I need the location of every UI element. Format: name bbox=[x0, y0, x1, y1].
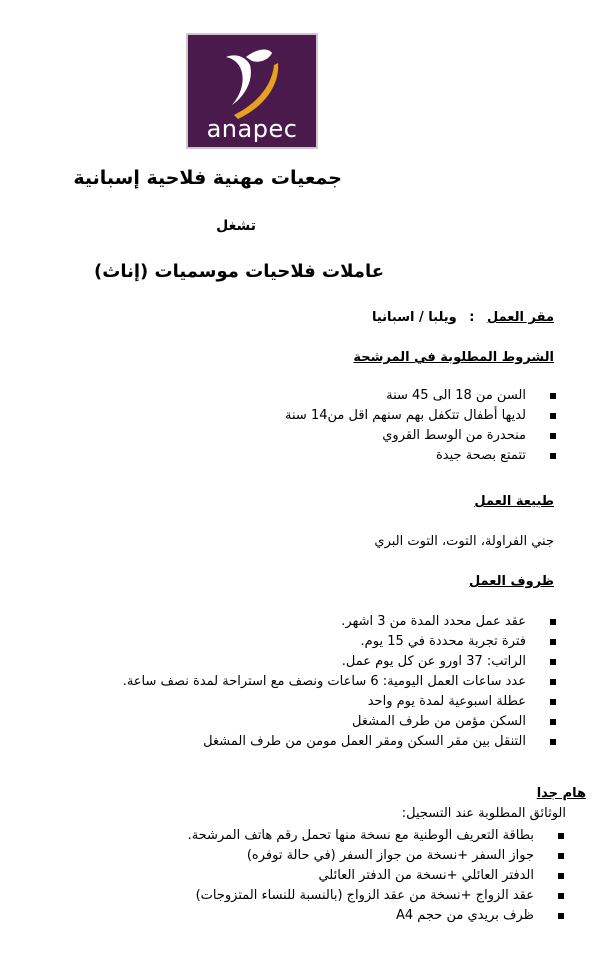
list-item: السن من 18 الى 45 سنة bbox=[285, 386, 526, 406]
bullet-icon bbox=[550, 393, 556, 399]
list-item: منحدرة من الوسط القروي bbox=[285, 426, 526, 446]
anapec-logo bbox=[186, 33, 318, 149]
workplace-value: ويلبا / اسبانيا bbox=[371, 310, 457, 325]
page-title: جمعيات مهنية فلاحية إسبانية bbox=[73, 167, 342, 189]
list-item: التنقل بين مقر السكن ومقر العمل مومن من طرف المشغل bbox=[123, 732, 526, 752]
work-conditions-heading: ظروف العمل bbox=[468, 574, 554, 589]
conditions-heading: الشروط المطلوبة في المرشحة bbox=[353, 350, 554, 365]
bullet-icon bbox=[550, 413, 556, 419]
bullet-icon bbox=[550, 433, 556, 439]
list-item: الدفتر العائلي +نسخة من الدفتر العائلي bbox=[188, 866, 534, 886]
bullet-icon bbox=[550, 739, 556, 745]
nature-text: جني الفراولة، التوت، التوت البري bbox=[374, 534, 554, 549]
bullet-icon bbox=[550, 719, 556, 725]
list-item: بطاقة التعريف الوطنية مع نسخة منها تحمل رقم هاتف المرشحة. bbox=[188, 826, 534, 846]
bullet-icon bbox=[550, 453, 556, 459]
important-heading: هام جدا bbox=[536, 786, 586, 801]
bullet-icon bbox=[558, 833, 564, 839]
bullet-icon bbox=[550, 679, 556, 685]
list-item: عطلة اسبوعية لمدة يوم واحد bbox=[123, 692, 526, 712]
documents-list bbox=[188, 826, 534, 926]
nature-heading: طبيعة العمل bbox=[474, 494, 554, 509]
list-item: جواز السفر +نسخة من جواز السفر (في حالة توفره) bbox=[188, 846, 534, 866]
important-intro: الوثائق المطلوبة عند التسجيل: bbox=[401, 806, 566, 821]
bullet-icon bbox=[550, 619, 556, 625]
bullet-icon bbox=[558, 853, 564, 859]
list-item: ظرف بريدي من حجم A4 bbox=[188, 906, 534, 926]
bullet-icon bbox=[550, 639, 556, 645]
position-title: عاملات فلاحيات موسميات (إناث) bbox=[94, 261, 384, 282]
bullet-icon bbox=[558, 873, 564, 879]
logo-text: anapec bbox=[206, 115, 298, 143]
list-item: السكن مؤمن من طرف المشغل bbox=[123, 712, 526, 732]
list-item: عقد عمل محدد المدة من 3 اشهر. bbox=[123, 612, 526, 632]
work-conditions-list bbox=[123, 612, 526, 752]
list-item: عدد ساعات العمل اليومية: 6 ساعات ونصف مع استراحة لمدة نصف ساعة. bbox=[123, 672, 526, 692]
bullet-icon bbox=[558, 913, 564, 919]
list-item: تتمتع بصحة جيدة bbox=[285, 446, 526, 466]
bullet-icon bbox=[550, 699, 556, 705]
bullet-icon bbox=[550, 659, 556, 665]
workplace-label: مقر العمل bbox=[486, 310, 554, 325]
page-subtitle: تشغل bbox=[216, 218, 256, 234]
list-item: عقد الزواج +نسخة من عقد الزواج (بالنسبة للنساء المتزوجات) bbox=[188, 886, 534, 906]
workplace-separator: : bbox=[469, 310, 475, 325]
workplace-line bbox=[372, 310, 554, 325]
list-item: الراتب: 37 اورو عن كل يوم عمل. bbox=[123, 652, 526, 672]
list-item: فترة تجربة محددة في 15 يوم. bbox=[123, 632, 526, 652]
conditions-list bbox=[285, 386, 526, 466]
bullet-icon bbox=[558, 893, 564, 899]
list-item: لديها أطفال تتكفل بهم سنهم اقل من14 سنة bbox=[285, 406, 526, 426]
